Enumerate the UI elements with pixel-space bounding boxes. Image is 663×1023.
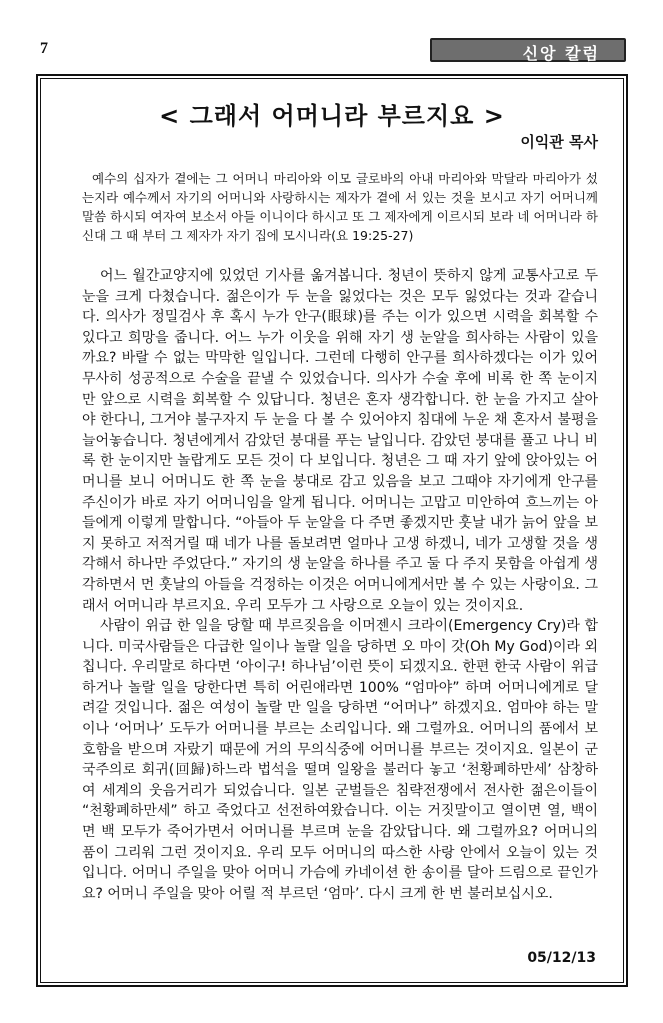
article-frame bbox=[36, 74, 628, 987]
article-date: 05/12/13 bbox=[527, 950, 596, 966]
page-number: 7 bbox=[40, 40, 48, 57]
section-title: 신앙 칼럼 bbox=[522, 44, 600, 63]
scripture-passage bbox=[82, 169, 598, 245]
article-title: < 그래서 어머니라 부르지요 > bbox=[159, 102, 505, 130]
section-tab bbox=[430, 38, 626, 62]
body-paragraph-2: 사람이 위급 한 일을 당할 때 부르짖음을 이머젠시 크라이(Emergency Cry)라 합니다. 미국사람들은 다급한 일이나 놀랄 일을 당하면 오 마이 갓(Oh My God)이라 외칩니다. 우리말로 하다면 ‘아이구! 하나님’이런 뜻이 되겠지요. 한편 한국 사람이 위급하거나 놀랄 일을 당한다면 특히 어린애라면 100% “엄마야” 하며 어머니에게로 달려갈 것입니다. 젊은 여성이 놀랄 만 일을 당하면 “어머나” 하겠지요. 엄마야 하는 말이나 ‘어머나’ 도두가 어머니를 부르는 소리입니다. 왜 그럴까요. 어머니의 품에서 보호함을 받으며 자랐기 때문에 거의 무의식중에 어머니를 부르는 것이지요. 일본이 군국주의로 회귀(回歸)하느라 법석을 떨며 일왕을 불러다 놓고 ‘천황폐하만세’ 삼창하여 세계의 웃음거리가 되었습니다. 일본 군벌들은 침략전쟁에서 전사한 젊은이들이 “천황폐하만세” 하고 죽었다고 선전하여왔습니다. 이는 거짓말이고 열이면 열, 백이면 백 모두가 죽어가면서 어머니를 부르며 눈을 감았답니다. 왜 그럴까요? 어머니의 품이 그리워 그런 것이지요. 우리 모두 어머니의 따스한 사랑 안에서 오늘이 있는 것입니다. 어머니 주일을 맞아 어머니 가슴에 카네이션 한 송이를 달아 드림으로 끝인가요? 어머니 주일을 맞아 어릴 적 부르던 ‘엄마’. 다시 크게 한 번 불러보십시오. bbox=[82, 618, 599, 902]
body-paragraph-1: 어느 월간교양지에 있었던 기사를 옮겨봅니다. 청년이 뜻하지 않게 교통사고로 두 눈을 크게 다쳤습니다. 젊은이가 두 눈을 잃었다는 것은 모두 잃었다는 것과 같습니다. 의사가 정밀검사 후 혹시 누가 안구(眼球)를 주는 이가 있으면 시력을 회복할 수 있다고 희망을 줍니다. 어느 누가 이웃을 위해 자기 생 눈알을 희사하는 사람이 있을까요? 바랄 수 없는 막막한 일입니다. 그런데 다행히 안구를 희사하겠다는 이가 있어 무사히 성공적으로 수술을 끝낼 수 있었습니다. 의사가 수술 후에 비록 한 쪽 눈이지만 앞으로 시력을 회복할 수 있답니다. 청년은 혼자 생각합니다. 한 눈을 가지고 살아야 한다니, 그거야 불구자지 두 눈을 다 볼 수 있어야지 침대에 누운 채 혼자서 불평을 늘어놓습니다. 청년에게서 감았던 붕대를 푸는 날입니다. 감았던 붕대를 풀고 나니 비록 한 눈이지만 놀랍게도 모든 것이 다 보입니다. 청년은 그 때 자기 앞에 앉아있는 어머니를 보니 어머니도 한 쪽 눈을 붕대로 감고 있음을 보고 그때야 자기에게 안구를 주신이가 바로 자기 어머니임을 알게 됩니다. 어머니는 고맙고 미안하여 흐느끼는 아들에게 이렇게 말합니다. “아들아 두 눈알을 다 주면 좋겠지만 훗날 내가 늙어 앞을 보지 못하고 저적거릴 때 네가 나를 돌보려면 얼마나 고생 하겠니, 네가 고생할 것을 생각해서 하나만 주었단다.” 자기의 생 눈알을 하나를 주고 둘 다 주지 못함을 아쉽게 생각하면서 먼 훗날의 아들을 걱정하는 이것은 어머니에게서만 볼 수 있는 사랑이요. 그래서 어머니라 부르지요. 우리 모두가 그 사랑으로 오늘이 있는 것이지요. bbox=[82, 268, 598, 614]
article-author: 이익관 목사 bbox=[520, 133, 598, 151]
article-body bbox=[82, 266, 598, 904]
scripture-text: 예수의 십자가 곁에는 그 어머니 마리아와 이모 글로바의 아내 마리아와 막달라 마리아가 섰는지라 예수께서 자기의 어머니와 사랑하시는 제자가 곁에 서 있는 것을 보시고 자기 어머니께 말씀 하시되 여자여 보소서 아들 이니이다 하시고 또 그 제자에게 이르시되 보라 네 어머니라 하신대 그 때 부터 그 제자가 자기 집에 모시니라(요 19:25-27) bbox=[82, 171, 598, 243]
